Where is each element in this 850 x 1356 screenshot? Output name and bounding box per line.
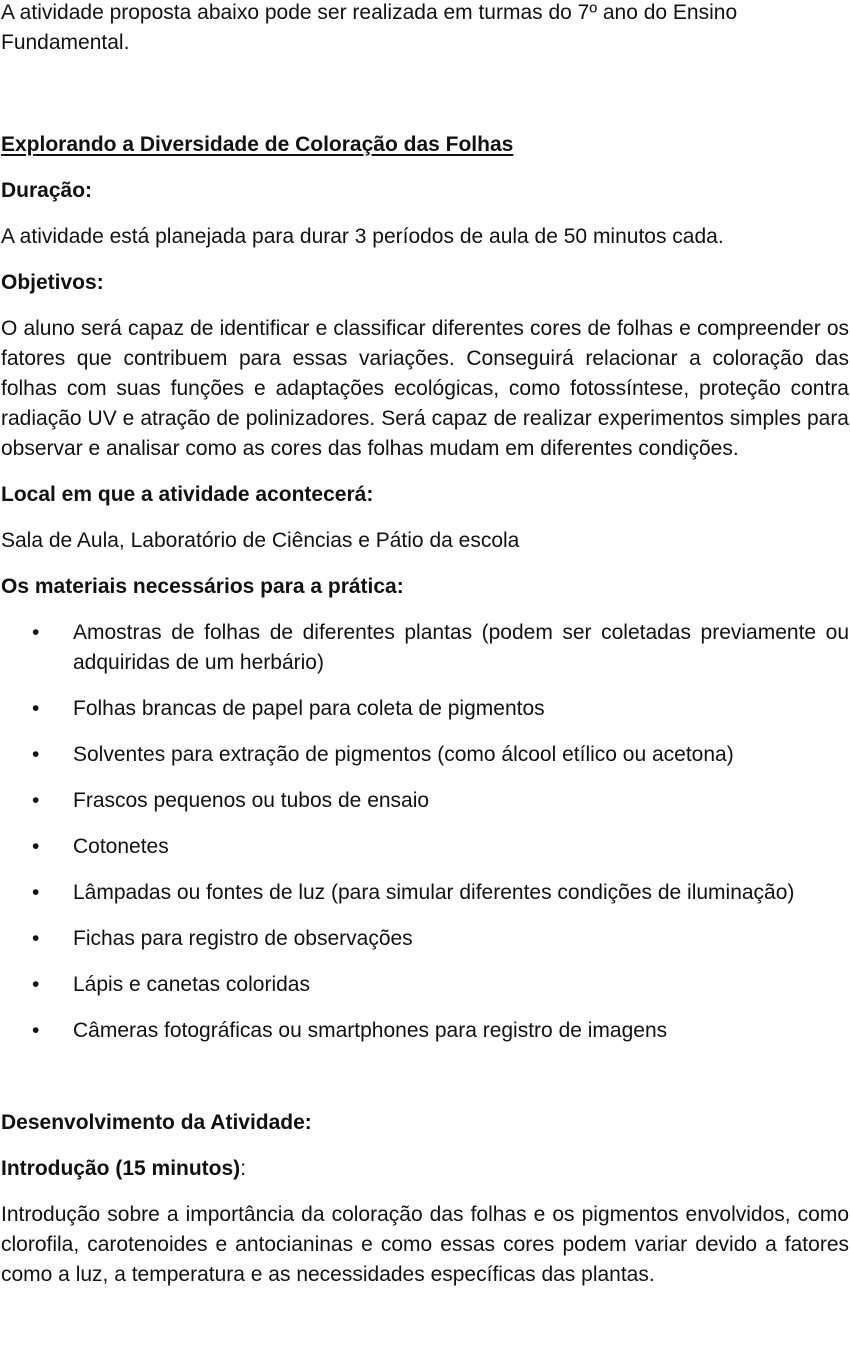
location-heading: Local em que a atividade acontecerá: — [1, 483, 374, 506]
bullet-icon: • — [32, 881, 40, 904]
bullet-icon: • — [32, 973, 40, 996]
list-item — [1, 832, 849, 862]
list-item — [1, 1016, 849, 1046]
objectives-heading: Objetivos: — [1, 271, 104, 294]
list-item — [1, 878, 849, 908]
duration-text: A atividade está planejada para durar 3 períodos de aula de 50 minutos cada. — [1, 225, 724, 248]
list-item-text: Amostras de folhas de diferentes plantas (podem ser coletadas previamente ou adquiridas de um herbário) — [73, 621, 849, 674]
document-page — [1, 0, 849, 1290]
duration-heading: Duração: — [1, 179, 93, 202]
objectives-text: O aluno será capaz de identificar e classificar diferentes cores de folhas e compreender os fatores que contribuem para essas variações. Conseguirá relacionar a coloração das folhas com suas funções e adaptações ecológicas, como fotossíntese, proteção contra radiação UV e atração de polinizadores. Será capaz de realizar experimentos simples para observar e analisar como as cores das folhas mudam em diferentes condições. — [1, 317, 849, 460]
list-item-text: Cotonetes — [73, 835, 169, 858]
list-item — [1, 618, 849, 678]
bullet-icon: • — [32, 697, 40, 720]
bullet-icon: • — [32, 1019, 40, 1042]
list-item — [1, 694, 849, 724]
bullet-icon: • — [32, 789, 40, 812]
bullet-icon: • — [32, 835, 40, 858]
list-item — [1, 740, 849, 770]
bullet-icon: • — [32, 621, 40, 644]
materials-heading: Os materiais necessários para a prática: — [1, 575, 404, 598]
list-item-text: Folhas brancas de papel para coleta de pigmentos — [73, 697, 545, 720]
introduction-text: Introdução sobre a importância da coloração das folhas e os pigmentos envolvidos, como clorofila, carotenoides e antocianinas e como essas cores podem variar devido a fatores como a luz, a temperatura e as necessidades específicas das plantas. — [1, 1203, 849, 1286]
development-heading: Desenvolvimento da Atividade: — [1, 1111, 312, 1134]
activity-title: Explorando a Diversidade de Coloração das Folhas — [1, 133, 514, 156]
list-item — [1, 786, 849, 816]
bullet-icon: • — [32, 743, 40, 766]
location-text: Sala de Aula, Laboratório de Ciências e Pátio da escola — [1, 529, 520, 552]
list-item — [1, 970, 849, 1000]
list-item-text: Lápis e canetas coloridas — [73, 973, 310, 996]
list-item-text: Solventes para extração de pigmentos (como álcool etílico ou acetona) — [73, 743, 734, 766]
list-item-text: Fichas para registro de observações — [73, 927, 413, 950]
list-item-text: Frascos pequenos ou tubos de ensaio — [73, 789, 430, 812]
list-item-text: Lâmpadas ou fontes de luz (para simular diferentes condições de iluminação) — [73, 881, 795, 904]
introduction-colon: : — [240, 1157, 247, 1180]
introduction-heading-line — [1, 1154, 849, 1184]
bullet-icon: • — [32, 927, 40, 950]
intro-paragraph: A atividade proposta abaixo pode ser realizada em turmas do 7º ano do Ensino Fundamental. — [1, 1, 738, 54]
materials-list — [1, 618, 849, 1046]
list-item-text: Câmeras fotográficas ou smartphones para registro de imagens — [73, 1019, 668, 1042]
list-item — [1, 924, 849, 954]
introduction-heading: Introdução (15 minutos) — [1, 1157, 241, 1180]
